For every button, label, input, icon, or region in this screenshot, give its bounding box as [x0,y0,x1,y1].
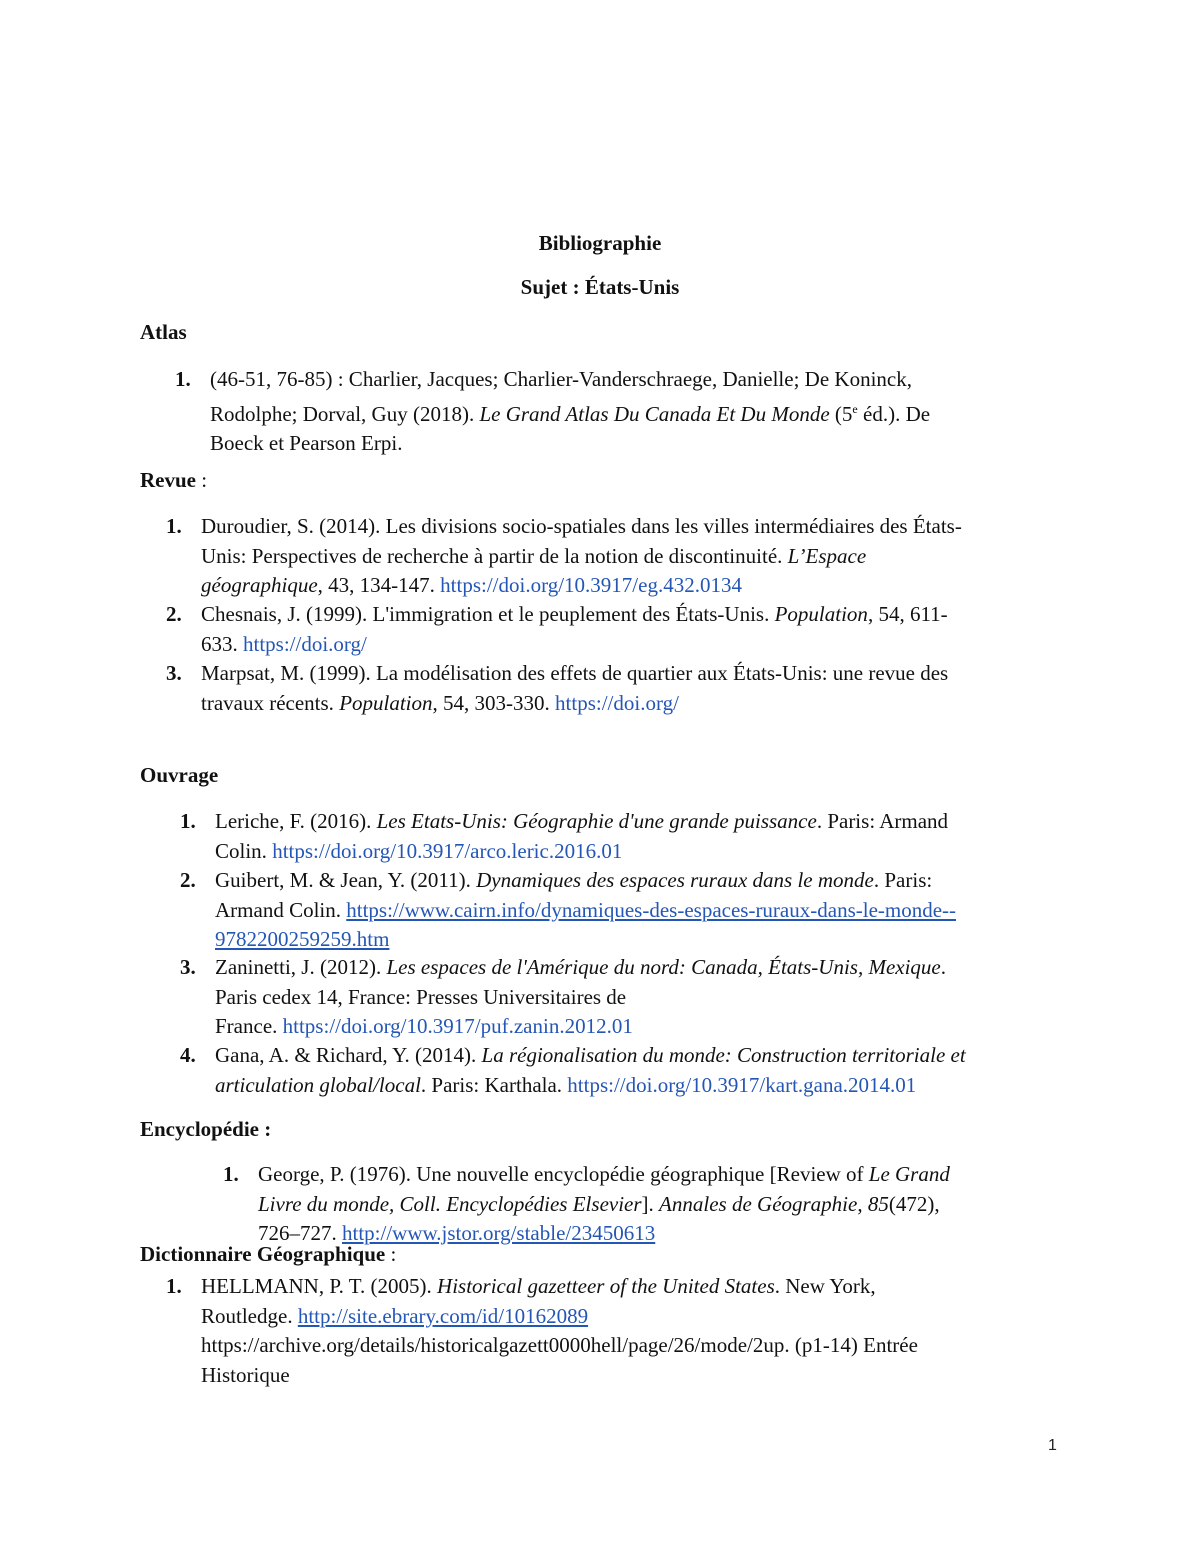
atlas-item-1 [210,365,930,459]
ouvrage-item-3-doi-link[interactable]: https://doi.org/10.3917/puf.zanin.2012.01 [282,1014,633,1038]
revue-item-2-number: 2. [166,602,182,626]
revue-item-3-number: 3. [166,661,182,685]
ouvrage-item-1: Leriche, F. (2016). Les Etats-Unis: Géographie d'une grande puissance. Paris: Armand Colin. https://doi.org/10.3917/arco.leric.2016.01 [215,809,949,863]
dictionnaire-item-1-archive-url: https://archive.org/details/historicalgazett0000hell/page/26/mode/2up. (p1-14) Entrée [201,1333,918,1357]
ouvrage-item-2-cairn-link[interactable]: https://www.cairn.info/dynamiques-des-espaces-ruraux-dans-le-monde-- [346,897,957,922]
ouvrage-item-1-doi-link[interactable]: https://doi.org/10.3917/arco.leric.2016.01 [272,838,623,863]
ouvrage-item-4-doi-link[interactable]: https://doi.org/10.3917/kart.gana.2014.01 [567,1072,917,1097]
encyclopedie-item-1-number: 1. [223,1162,239,1186]
document-title: Bibliographie [538,231,662,255]
atlas-item-1-number: 1. [175,367,191,391]
atlas-item-1-line-1: (46-51, 76-85) : Charlier, Jacques; Charlier-Vanderschraege, Danielle; De Koninck, [210,367,912,391]
section-heading-dictionnaire: Dictionnaire Géographique : [140,1242,397,1266]
revue-item-2: Chesnais, J. (1999). L'immigration et le peuplement des États-Unis. Population, 54, 611- 633. https://doi.org/ [201,602,948,656]
ouvrage-item-4-number: 4. [180,1043,196,1067]
document-subject: Sujet : États-Unis [520,275,680,299]
dictionnaire-item-1: HELLMANN, P. T. (2005). Historical gazetteer of the United States. New York, Routledge. http://site.ebrary.com/id/10162089 https://archive.org/details/historicalgazett0000hell/page/26/mode/2up. (p1-14) Entrée Historique [201,1274,918,1387]
revue-item-3-doi-link[interactable]: https://doi.org/ [555,690,679,715]
encyclopedie-item-1: George, P. (1976). Une nouvelle encyclopédie géographique [Review of Le Grand Livre du monde, Coll. Encyclopédies Elsevier]. Annales de Géographie, 85(472), 726–727. http://www.jstor.org/stable/23450613 [258,1162,950,1245]
ouvrage-item-1-number: 1. [180,809,196,833]
section-heading-atlas: Atlas [140,320,187,344]
encyclopedie-item-1-jstor-link[interactable]: http://www.jstor.org/stable/23450613 [342,1221,656,1245]
dictionnaire-item-1-ebrary-link[interactable]: http://site.ebrary.com/id/10162089 [297,1303,589,1328]
revue-item-1-doi-link[interactable]: https://doi.org/10.3917/eg.432.0134 [440,573,742,597]
ouvrage-item-2: Guibert, M. & Jean, Y. (2011). Dynamiques des espaces ruraux dans le monde. Paris: Armand Colin. https://www.cairn.info/dynamiques-des-espaces-ruraux-dans-le-monde-- 9782200259259.htm [215,868,957,951]
ouvrage-item-2-number: 2. [180,868,196,892]
section-heading-revue: Revue : [140,468,208,492]
ouvrage-item-2-cairn-link-cont[interactable]: 9782200259259.htm [215,927,390,951]
revue-item-1-number: 1. [166,514,182,538]
revue-item-3: Marpsat, M. (1999). La modélisation des effets de quartier aux États-Unis: une revue des travaux récents. Population, 54, 303-330. https://doi.org/ [201,661,949,715]
ouvrage-item-4: Gana, A. & Richard, Y. (2014). La régionalisation du monde: Construction territoriale et articulation global/local. Paris: Karthala. https://doi.org/10.3917/kart.gana.2014.01 [215,1043,966,1097]
section-heading-encyclopedie: Encyclopédie : [140,1117,272,1141]
atlas-item-1-line-2: Rodolphe; Dorval, Guy (2018). Le Grand Atlas Du Canada Et Du Monde (5e éd.). De [210,401,931,426]
revue-item-2-doi-link[interactable]: https://doi.org/ [243,631,367,656]
ouvrage-item-3-number: 3. [180,955,196,979]
section-heading-ouvrage: Ouvrage [140,763,219,787]
dictionnaire-item-1-number: 1. [166,1274,182,1298]
atlas-item-1-line-3: Boeck et Pearson Erpi. [210,431,403,455]
page-number: 1 [1048,1437,1057,1454]
atlas-item-1-title: Le Grand Atlas Du Canada Et Du Monde [479,401,830,426]
atlas-item-1-superscript: e [852,401,858,416]
ouvrage-item-3: Zaninetti, J. (2012). Les espaces de l'Amérique du nord: Canada, États-Unis, Mexique. Paris cedex 14, France: Presses Universitaires de France. https://doi.org/10.3917/puf.zanin.2012.01 [215,955,947,1038]
revue-item-1: Duroudier, S. (2014). Les divisions socio-spatiales dans les villes intermédiaires des États- Unis: Perspectives de recherche à partir de la notion de discontinuité. L’Espace géographique, 43, 134-147. https://doi.org/10.3917/eg.432.0134 [201,514,962,597]
